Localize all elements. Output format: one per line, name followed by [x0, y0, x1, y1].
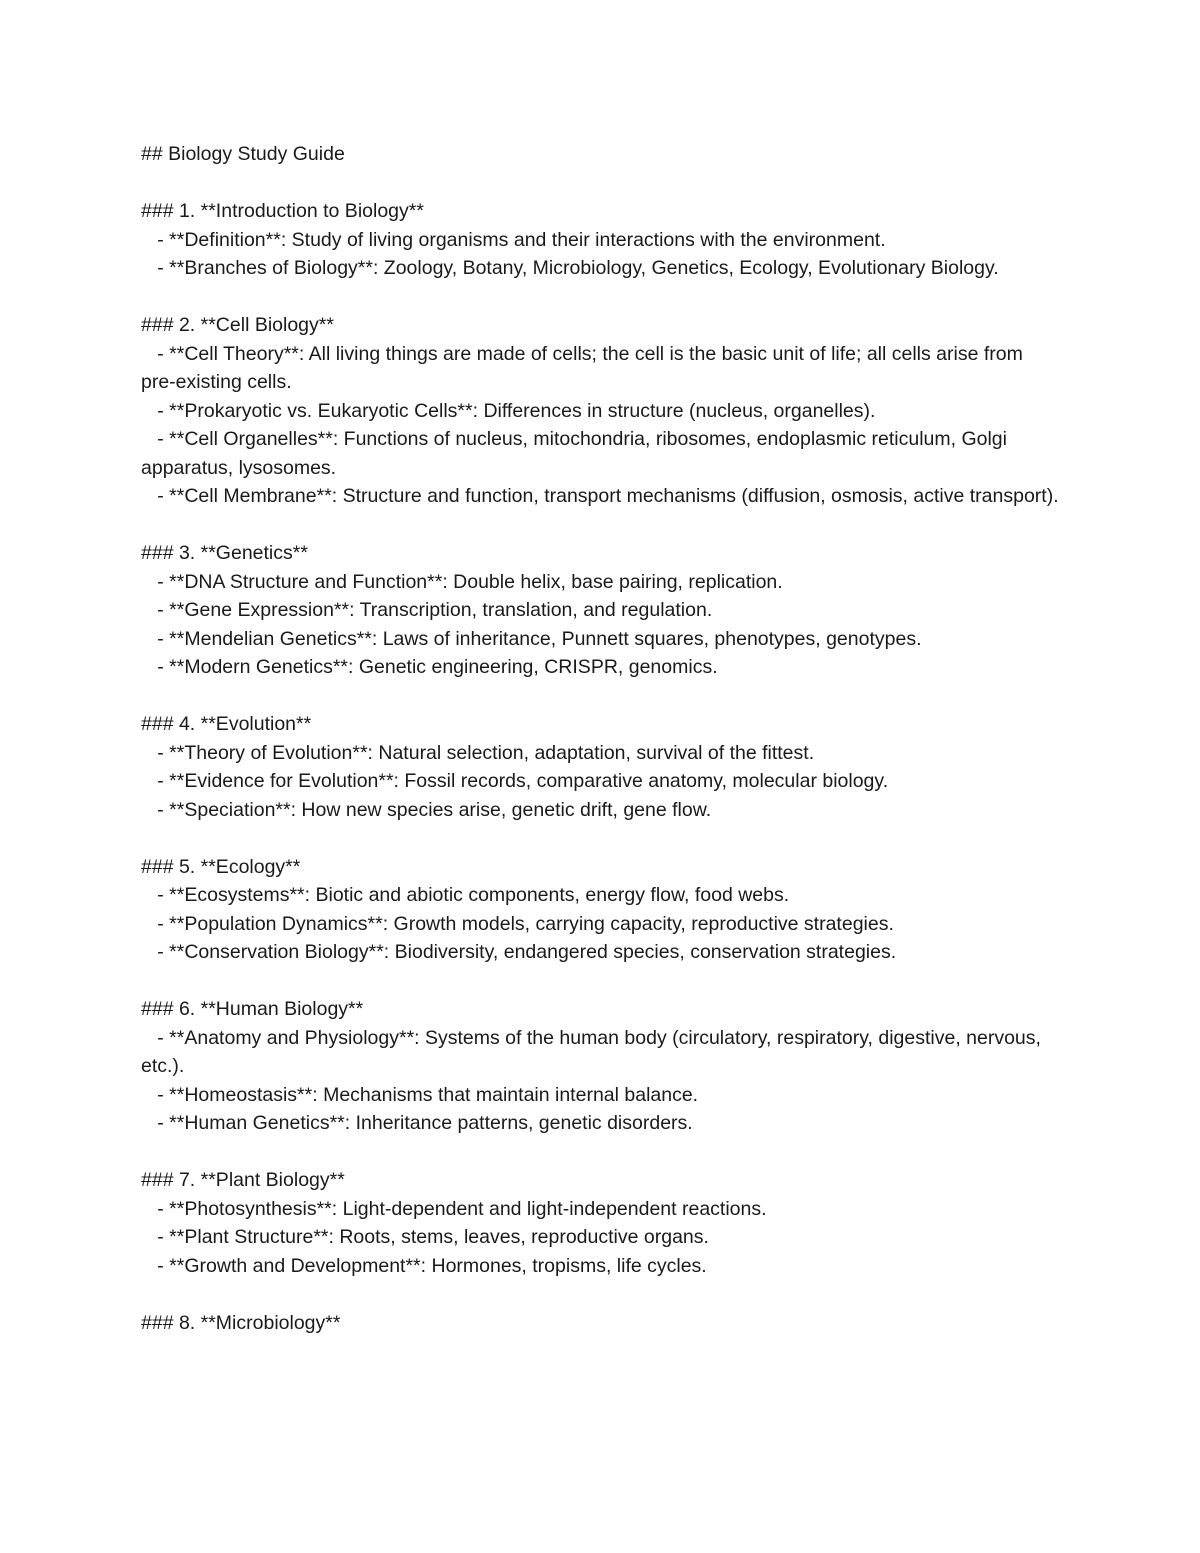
section-heading: ### 2. **Cell Biology** — [141, 314, 334, 336]
list-item: - **Growth and Development**: Hormones, tropisms, life cycles. — [141, 1254, 707, 1277]
list-item: - **Cell Membrane**: Structure and function, transport mechanisms (diffusion, osmosis, active transport). — [141, 485, 1059, 507]
list-item: - **Photosynthesis**: Light-dependent and light-independent reactions. — [141, 1197, 767, 1220]
list-item: - **DNA Structure and Function**: Double helix, base pairing, replication. — [141, 570, 783, 593]
document-title: ## Biology Study Guide — [141, 143, 345, 165]
section-heading: ### 1. **Introduction to Biology** — [141, 200, 424, 222]
list-item: - **Conservation Biology**: Biodiversity, endangered species, conservation strategies. — [141, 941, 897, 963]
list-item: - **Ecosystems**: Biotic and abiotic components, energy flow, food webs. — [141, 884, 790, 906]
list-item: - **Branches of Biology**: Zoology, Botany, Microbiology, Genetics, Ecology, Evolutionary Biology. — [141, 257, 999, 279]
list-item: - **Speciation**: How new species arise, genetic drift, gene flow. — [141, 798, 712, 821]
section-ecology — [141, 853, 1061, 967]
list-item: - **Anatomy and Physiology**: Systems of the human body (circulatory, respiratory, digestive, nervous, etc.). — [141, 1026, 1047, 1077]
list-item: - **Cell Theory**: All living things are made of cells; the cell is the basic unit of life; all cells arise from pre-existing cells. — [141, 342, 1029, 393]
section-microbiology — [141, 1309, 1061, 1338]
list-item: - **Modern Genetics**: Genetic engineering, CRISPR, genomics. — [141, 656, 718, 678]
list-item: - **Prokaryotic vs. Eukaryotic Cells**: Differences in structure (nucleus, organelles). — [141, 399, 876, 422]
section-heading: ### 8. **Microbiology** — [141, 1311, 341, 1334]
list-item: - **Plant Structure**: Roots, stems, leaves, reproductive organs. — [141, 1226, 709, 1248]
list-item: - **Definition**: Study of living organisms and their interactions with the environment. — [141, 228, 886, 251]
section-heading: ### 6. **Human Biology** — [141, 998, 364, 1020]
section-heading: ### 3. **Genetics** — [141, 542, 308, 564]
list-item: - **Human Genetics**: Inheritance patterns, genetic disorders. — [141, 1112, 693, 1134]
section-heading: ### 5. **Ecology** — [141, 855, 301, 878]
list-item: - **Homeostasis**: Mechanisms that maintain internal balance. — [141, 1083, 699, 1106]
list-item: - **Cell Organelles**: Functions of nucleus, mitochondria, ribosomes, endoplasmic reticulum, Golgi apparatus, lysosomes. — [141, 428, 1013, 479]
section-plant-biology — [141, 1166, 1061, 1280]
document-body — [141, 140, 1061, 1366]
list-item: - **Theory of Evolution**: Natural selection, adaptation, survival of the fittest. — [141, 741, 815, 764]
section-genetics — [141, 539, 1061, 682]
list-item: - **Gene Expression**: Transcription, translation, and regulation. — [141, 599, 713, 621]
list-item: - **Mendelian Genetics**: Laws of inheritance, Punnett squares, phenotypes, genotypes. — [141, 627, 922, 650]
list-item: - **Evidence for Evolution**: Fossil records, comparative anatomy, molecular biology. — [141, 770, 889, 792]
section-human-biology — [141, 995, 1061, 1138]
section-heading: ### 4. **Evolution** — [141, 713, 312, 735]
list-item: - **Population Dynamics**: Growth models, carrying capacity, reproductive strategies. — [141, 912, 894, 935]
section-cell-biology — [141, 311, 1061, 511]
section-introduction — [141, 197, 1061, 283]
section-evolution — [141, 710, 1061, 824]
section-heading: ### 7. **Plant Biology** — [141, 1169, 345, 1191]
